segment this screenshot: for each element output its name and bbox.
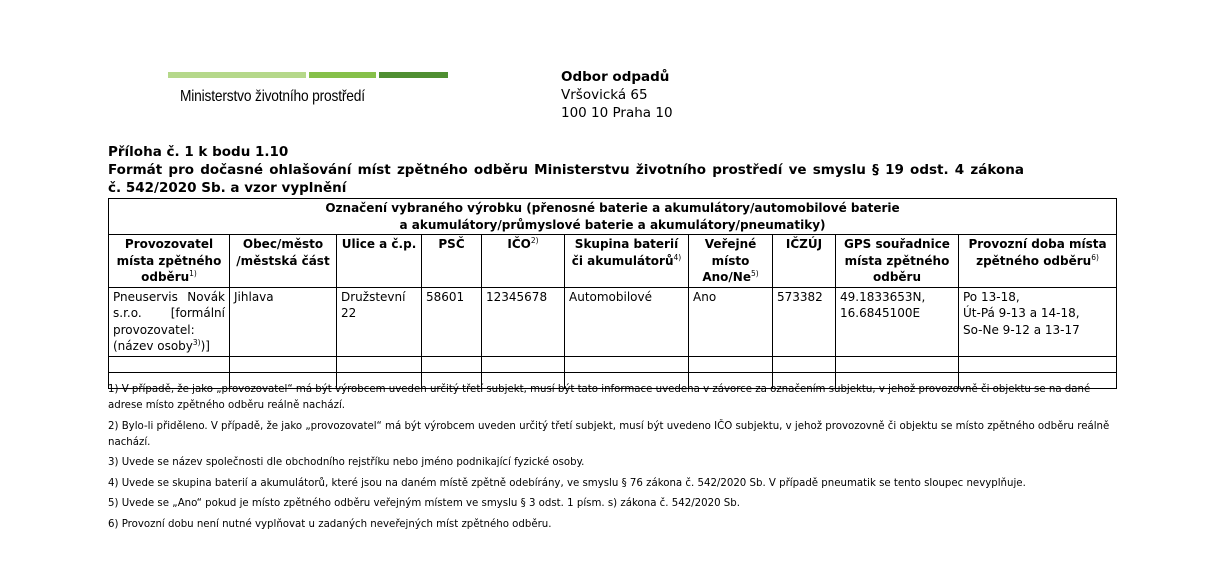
column-header <box>773 235 836 288</box>
cell-group: Automobilové <box>565 287 689 356</box>
cell-gps <box>836 287 959 356</box>
empty-cell <box>565 356 689 372</box>
cell-operator <box>109 287 230 356</box>
logo-bars <box>168 72 448 78</box>
footnote-ref: 5) <box>750 269 759 278</box>
gps-longitude: 16.6845100E <box>840 306 921 320</box>
cell-street: Družstevní 22 <box>337 287 422 356</box>
gps-latitude: 49.1833653N, <box>840 289 926 304</box>
column-header <box>337 235 422 288</box>
table-title <box>109 199 1117 235</box>
collection-points-table <box>108 198 1117 389</box>
cell-public: Ano <box>689 287 773 356</box>
column-header <box>230 235 337 288</box>
hours-line: Út-Pá 9-13 a 14-18, <box>963 306 1080 320</box>
ministry-logo <box>168 72 448 106</box>
column-header <box>565 235 689 288</box>
column-header-label: PSČ <box>438 237 465 251</box>
footnote-ref: 6) <box>1091 252 1099 262</box>
column-header <box>482 235 565 288</box>
column-header-label: Veřejné místo Ano/Ne <box>702 237 757 284</box>
cell-psc: 58601 <box>422 287 482 356</box>
cell-iczuj: 573382 <box>773 287 836 356</box>
address-block <box>561 68 673 122</box>
column-header-label: Skupina baterií či akumulátorů <box>571 237 679 268</box>
column-header <box>689 235 773 288</box>
empty-cell <box>773 356 836 372</box>
empty-cell <box>836 356 959 372</box>
footnote: 2) Bylo-li přiděleno. V případě, že jako „provozovatel“ má být výrobcem uveden určitý třetí subjekt, musí být uvedeno IČO subjektu, v jehož provozovně či objektu se místo zpětného odběru reálně nachází. <box>108 420 1110 448</box>
table-title-line-2: a akumulátory/průmyslové baterie a akumulátory/pneumatiky) <box>399 217 826 232</box>
hours-line: Po 13-18, <box>963 289 1020 304</box>
column-header-label: IČO <box>507 237 531 251</box>
operator-text: Pneuservis Novák s.r.o. [formální provozovatel: (název osoby <box>113 289 225 353</box>
empty-cell <box>337 356 422 372</box>
empty-cell <box>109 356 230 372</box>
logo-bar-light <box>168 72 306 78</box>
cell-city: Jihlava <box>230 287 337 356</box>
footnote: 6) Provozní dobu není nutné vyplňovat u zadaných neveřejných míst zpětného odběru. <box>108 518 552 530</box>
footnote-ref: 2) <box>530 236 539 245</box>
column-header <box>422 235 482 288</box>
empty-row <box>109 356 1117 372</box>
address-department: Odbor odpadů <box>561 69 670 85</box>
column-header <box>836 235 959 288</box>
empty-cell <box>422 356 482 372</box>
footnote-ref: 3) <box>192 338 201 347</box>
column-header <box>959 235 1117 288</box>
column-header-label: Obec/město /městská část <box>236 237 330 268</box>
column-header-label: IČZÚJ <box>785 237 823 251</box>
operator-text-end: )] <box>200 339 210 353</box>
empty-cell <box>689 356 773 372</box>
logo-text: Ministerstvo životního prostředí <box>180 88 365 105</box>
heading-line-2: Formát pro dočasné ohlašování míst zpětného odběru Ministerstvu životního prostředí ve smyslu § 19 odst. 4 zákona <box>108 162 1024 178</box>
column-header-label: Ulice a č.p. <box>341 237 417 251</box>
footnote-ref: 1) <box>189 269 197 278</box>
column-header-label: GPS souřadnice místa zpětného odběru <box>844 237 950 284</box>
footnote: 1) V případě, že jako „provozovatel“ má být výrobcem uveden určitý třetí subjekt, musí být tato informace uvedena v závorce za označením subjektu, v jehož provozovně či objektu se na dané adrese místo zpětného odběru reálně nachází. <box>108 384 1091 411</box>
footnote: 5) Uvede se „Ano“ pokud je místo zpětného odběru veřejným místem ve smyslu § 3 odst. 1 písm. s) zákona č. 542/2020 Sb. <box>108 498 740 509</box>
table-title-line-1: Označení vybraného výrobku (přenosné baterie a akumulátory/automobilové baterie <box>325 201 900 215</box>
empty-cell <box>959 356 1117 372</box>
table-row <box>109 287 1117 356</box>
logo-bar-medium <box>309 72 376 78</box>
address-city: 100 10 Praha 10 <box>561 105 673 121</box>
cell-ico: 12345678 <box>482 287 565 356</box>
table-header-row <box>109 235 1117 288</box>
footnote: 4) Uvede se skupina baterií a akumulátorů, které jsou na daném místě zpětně odebírány, ve smyslu § 76 zákona č. 542/2020 Sb. V případě pneumatik se tento sloupec nevyplňuje. <box>108 477 1026 489</box>
column-header-label: Provozovatel místa zpětného odběru <box>116 237 222 284</box>
footnote-ref: 4) <box>673 252 682 262</box>
footnote: 3) Uvede se název společnosti dle obchodního rejstříku nebo jméno podnikající fyzické osoby. <box>108 457 585 468</box>
cell-hours <box>959 287 1117 356</box>
empty-cell <box>482 356 565 372</box>
empty-cell <box>230 356 337 372</box>
document-heading <box>108 143 1118 197</box>
address-street: Vršovická 65 <box>561 87 648 103</box>
column-header-label: Provozní doba místa zpětného odběru <box>968 237 1107 268</box>
logo-bar-dark <box>379 72 448 78</box>
heading-line-1: Příloha č. 1 k bodu 1.10 <box>108 144 289 160</box>
table-title-row <box>109 199 1117 235</box>
hours-line: So-Ne 9-12 a 13-17 <box>963 322 1080 337</box>
footnotes <box>108 382 1120 537</box>
column-header <box>109 235 230 288</box>
heading-line-3: č. 542/2020 Sb. a vzor vyplnění <box>108 180 347 196</box>
